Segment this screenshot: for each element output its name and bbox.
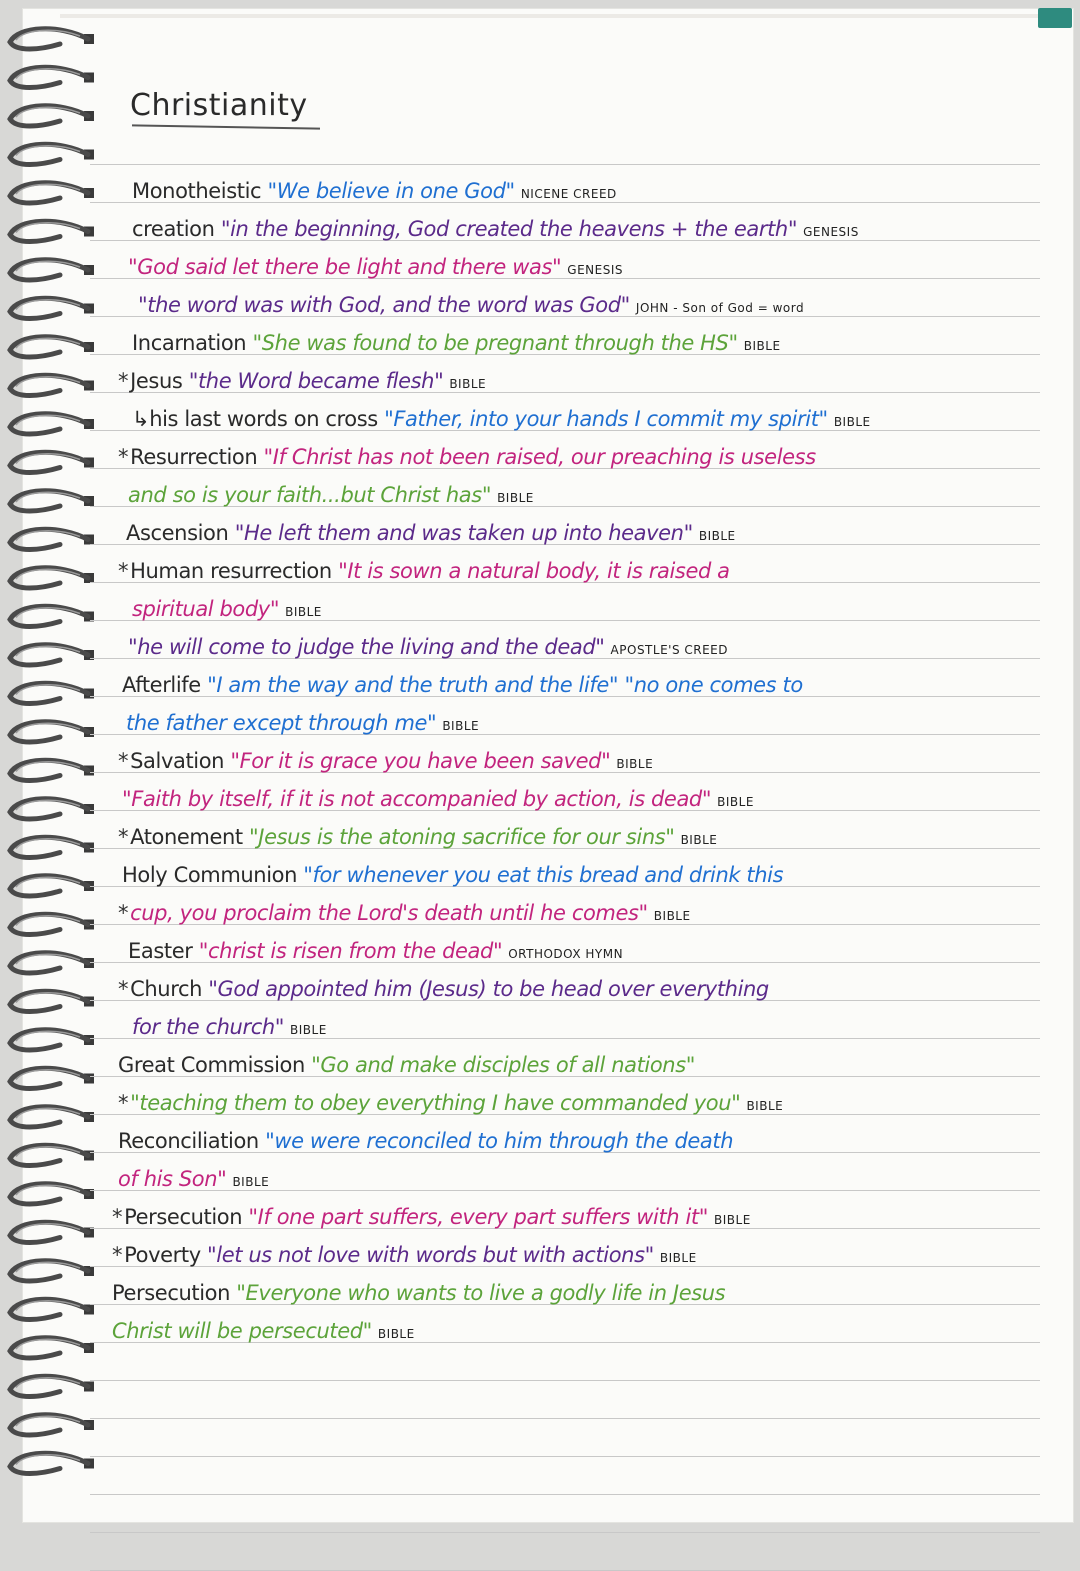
star-mark: *	[118, 825, 129, 849]
quote-text: "She was found to be pregnant through the HS"	[252, 331, 738, 355]
spiral-ring	[10, 953, 94, 973]
spiral-ring	[10, 837, 94, 857]
topic-label: Monotheistic	[132, 179, 268, 203]
note-line	[118, 1052, 695, 1078]
ruled-line	[90, 1418, 1040, 1419]
source-reference: BIBLE	[653, 909, 691, 923]
source-reference: BIBLE	[698, 529, 736, 543]
topic-label: Atonement	[130, 825, 250, 849]
spiral-ring	[10, 1184, 94, 1204]
note-line	[122, 786, 754, 815]
quote-text: "Go and make disciples of all nations"	[311, 1053, 695, 1077]
star-mark: *	[118, 445, 129, 469]
topic-label: Salvation	[130, 749, 231, 773]
quote-text: "in the beginning, God created the heavens + the earth"	[220, 217, 798, 241]
topic-label: Afterlife	[122, 673, 208, 697]
source-reference: NICENE CREED	[520, 187, 617, 201]
note-line	[112, 1242, 697, 1271]
source-reference: APOSTLE'S CREED	[610, 643, 729, 657]
quote-text: "Everyone who wants to live a godly life in Jesus	[236, 1281, 726, 1305]
source-reference: BIBLE	[497, 491, 534, 505]
spiral-ring	[10, 760, 94, 780]
spiral-ring	[10, 991, 94, 1011]
quote-text: "let us not love with words but with actions"	[207, 1243, 654, 1267]
quote-text: of his Son"	[118, 1167, 227, 1191]
spiral-ring	[10, 722, 94, 742]
page-top-edge	[60, 14, 1060, 18]
spiral-ring	[10, 1453, 94, 1473]
note-line	[128, 254, 623, 283]
topic-label: Jesus	[130, 369, 189, 393]
note-line	[132, 330, 781, 359]
ruled-line	[90, 1380, 1040, 1381]
topic-label: Great Commission	[118, 1053, 312, 1077]
quote-text: "the word was with God, and the word was God"	[138, 293, 630, 317]
topic-label: Easter	[128, 939, 199, 963]
note-line	[118, 748, 653, 777]
note-line	[118, 1090, 783, 1119]
quote-text: spiritual body"	[132, 597, 280, 621]
spiral-ring	[10, 375, 94, 395]
note-line	[112, 1204, 751, 1233]
quote-text: "he will come to judge the living and the dead"	[128, 635, 605, 659]
spiral-ring	[10, 568, 94, 588]
quote-text: "teaching them to obey everything I have commanded you"	[130, 1091, 741, 1115]
topic-label: Reconciliation	[118, 1129, 266, 1153]
note-line	[126, 710, 479, 739]
note-line	[132, 596, 322, 625]
source-reference: BIBLE	[659, 1251, 697, 1265]
topic-label: Persecution	[124, 1205, 249, 1229]
topic-label: Persecution	[112, 1281, 237, 1305]
quote-text: "We believe in one God"	[267, 179, 515, 203]
source-reference: BIBLE	[377, 1327, 415, 1341]
quote-text: "God said let there be light and there was"	[128, 255, 562, 279]
source-reference: BIBLE	[714, 1213, 751, 1227]
star-mark: *	[118, 977, 129, 1001]
note-line	[118, 1166, 269, 1195]
note-line	[118, 558, 730, 584]
spiral-ring	[10, 337, 94, 357]
spiral-binding	[0, 0, 100, 1527]
ruled-line	[90, 164, 1040, 165]
topic-label: Holy Communion	[122, 863, 304, 887]
spiral-ring	[10, 1107, 94, 1127]
star-mark: *	[118, 1091, 129, 1115]
spiral-ring	[10, 683, 94, 703]
quote-text: and so is your faith...but Christ has"	[128, 483, 492, 507]
note-line	[128, 938, 623, 967]
quote-text: "If Christ has not been raised, our preaching is useless	[263, 445, 816, 469]
source-reference: BIBLE	[232, 1175, 270, 1189]
quote-text: Christ will be persecuted"	[112, 1319, 372, 1343]
note-line	[132, 216, 859, 245]
quote-text: the father except through me"	[126, 711, 437, 735]
source-reference: BIBLE	[616, 757, 654, 771]
spiral-ring	[10, 29, 94, 49]
source-reference: BIBLE	[746, 1099, 784, 1113]
spiral-ring	[10, 491, 94, 511]
spiral-ring	[10, 1068, 94, 1088]
note-line	[122, 672, 803, 698]
spiral-ring	[10, 67, 94, 87]
quote-text: "Faith by itself, if it is not accompanied by action, is dead"	[122, 787, 712, 811]
source-reference: ORTHODOX HYMN	[508, 947, 624, 961]
source-reference: BIBLE	[290, 1023, 327, 1037]
spiral-ring	[10, 529, 94, 549]
source-reference: BIBLE	[743, 339, 781, 353]
spiral-ring	[10, 1299, 94, 1319]
quote-text: "we were reconciled to him through the death	[265, 1129, 734, 1153]
star-mark: *	[118, 901, 129, 925]
note-line	[122, 862, 783, 888]
star-mark: *	[118, 559, 129, 583]
source-reference: BIBLE	[717, 795, 754, 809]
page-tab-marker	[1038, 8, 1072, 28]
note-line	[118, 824, 717, 853]
spiral-ring	[10, 183, 94, 203]
quote-text: "He left them and was taken up into heaven"	[234, 521, 693, 545]
quote-text: "Jesus is the atoning sacrifice for our sins"	[249, 825, 675, 849]
spiral-ring	[10, 1145, 94, 1165]
quote-text: "the Word became flesh"	[188, 369, 444, 393]
spiral-ring	[10, 914, 94, 934]
note-line	[132, 1014, 327, 1043]
quote-text: "For it is grace you have been saved"	[230, 749, 611, 773]
note-line	[138, 292, 804, 321]
note-line	[132, 178, 617, 207]
spiral-ring	[10, 414, 94, 434]
spiral-ring	[10, 1030, 94, 1050]
quote-text: "christ is risen from the dead"	[198, 939, 503, 963]
topic-label: Resurrection	[130, 445, 264, 469]
spiral-ring	[10, 1415, 94, 1435]
source-reference: JOHN - Son of God = word	[635, 301, 805, 315]
topic-label: Human resurrection	[130, 559, 339, 583]
source-reference: BIBLE	[285, 605, 322, 619]
note-line	[132, 406, 871, 435]
topic-label: Incarnation	[132, 331, 253, 355]
quote-text: "Father, into your hands I commit my spirit"	[384, 407, 828, 431]
note-line	[118, 900, 691, 929]
topic-label: Poverty	[124, 1243, 207, 1267]
quote-text: "I am the way and the truth and the life" "no one comes to	[207, 673, 803, 697]
spiral-ring	[10, 221, 94, 241]
star-mark: *	[112, 1205, 123, 1229]
quote-text: "If one part suffers, every part suffers with it"	[248, 1205, 709, 1229]
star-mark: *	[118, 749, 129, 773]
quote-text: "God appointed him (Jesus) to be head over everything	[208, 977, 769, 1001]
topic-label: Church	[130, 977, 209, 1001]
note-line	[118, 368, 486, 397]
spiral-ring	[10, 876, 94, 896]
source-reference: BIBLE	[680, 833, 718, 847]
source-reference: BIBLE	[442, 719, 480, 733]
topic-label: creation	[132, 217, 221, 241]
star-mark: *	[118, 369, 129, 393]
source-reference: GENESIS	[567, 263, 623, 277]
note-line	[128, 634, 728, 663]
note-line	[112, 1280, 725, 1306]
ruled-line	[90, 1456, 1040, 1457]
note-line	[112, 1318, 415, 1347]
spiral-ring	[10, 106, 94, 126]
spiral-ring	[10, 1338, 94, 1358]
spiral-ring	[10, 452, 94, 472]
spiral-ring	[10, 799, 94, 819]
note-line	[128, 482, 534, 511]
spiral-ring	[10, 1222, 94, 1242]
note-line	[118, 444, 816, 470]
quote-text: "It is sown a natural body, it is raised a	[338, 559, 730, 583]
source-reference: BIBLE	[833, 415, 871, 429]
note-line	[126, 520, 736, 549]
quote-text: cup, you proclaim the Lord's death until he comes"	[130, 901, 648, 925]
spiral-ring	[10, 1261, 94, 1281]
spiral-ring	[10, 1376, 94, 1396]
ruled-line	[90, 1532, 1040, 1533]
spiral-ring	[10, 298, 94, 318]
topic-label: ↳his last words on cross	[132, 407, 385, 431]
quote-text: "for whenever you eat this bread and drink this	[303, 863, 784, 887]
note-line	[118, 1128, 733, 1154]
spiral-ring	[10, 645, 94, 665]
topic-label: Ascension	[126, 521, 235, 545]
ruled-line	[90, 1494, 1040, 1495]
source-reference: BIBLE	[449, 377, 487, 391]
note-line	[118, 976, 769, 1002]
spiral-ring	[10, 144, 94, 164]
page-title: Christianity	[130, 88, 308, 123]
source-reference: GENESIS	[803, 225, 859, 239]
star-mark: *	[112, 1243, 123, 1267]
spiral-ring	[10, 260, 94, 280]
quote-text: for the church"	[132, 1015, 285, 1039]
spiral-ring	[10, 606, 94, 626]
